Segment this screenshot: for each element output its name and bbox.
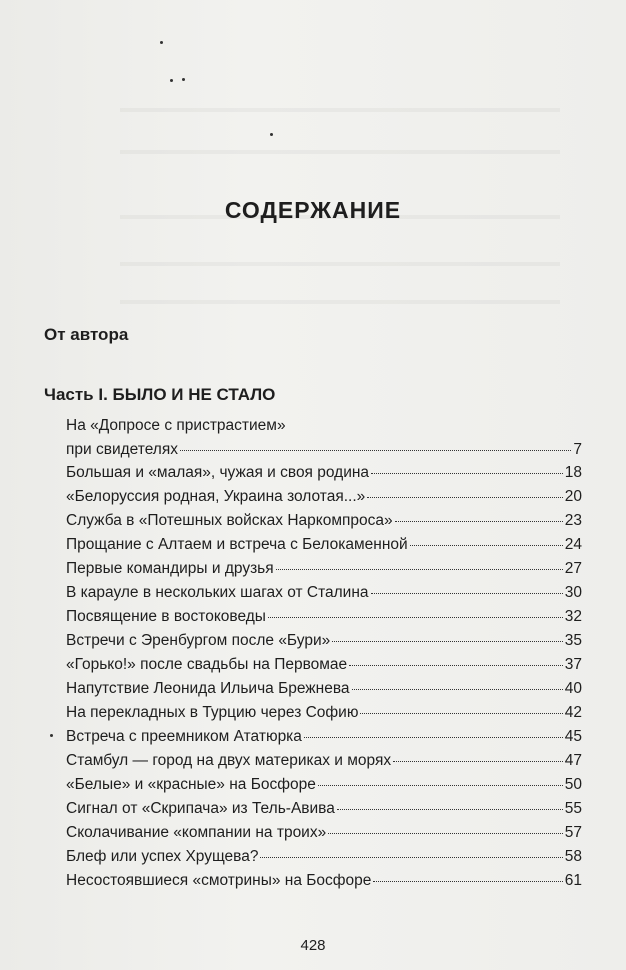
- toc-entry-title: Посвящение в востоковеды: [66, 608, 266, 625]
- toc-entry-title: Напутствие Леонида Ильича Брежнева: [66, 680, 350, 697]
- toc-entry-page: 50: [564, 776, 582, 793]
- page-number: 428: [300, 937, 326, 954]
- toc-entry: [66, 653, 582, 677]
- toc-entry: [66, 677, 582, 701]
- dot-leader: [393, 761, 563, 762]
- toc-entry-page: 37: [564, 656, 582, 673]
- toc-entry-page: 30: [564, 584, 582, 601]
- toc-entry-page: 58: [564, 848, 582, 865]
- dot-leader: [304, 737, 563, 738]
- dot-leader: [337, 809, 563, 810]
- toc-entries: [66, 461, 582, 893]
- toc-entry: [66, 533, 582, 557]
- toc-entry-title: Служба в «Потешных войсках Наркомпроса»: [66, 512, 393, 529]
- toc-entry-title: Несостоявшиеся «смотрины» на Босфоре: [66, 872, 372, 889]
- toc-entry-title: «Белые» и «красные» на Босфоре: [66, 776, 316, 793]
- toc-entry: [66, 509, 582, 533]
- dot-leader: [268, 617, 563, 618]
- toc-entry: [66, 629, 582, 653]
- toc-entry-title: Встречи с Эренбургом после «Бури»: [66, 632, 331, 649]
- toc-entry-page: 7: [573, 441, 582, 458]
- toc-entry-title: Сколачивание «компании на троих»: [66, 824, 327, 841]
- toc-entry: [66, 869, 582, 893]
- toc-entry-title: На перекладных в Турцию через Софию: [66, 704, 359, 721]
- dot-leader: [260, 857, 562, 858]
- toc-entry-page: 18: [564, 464, 582, 481]
- toc-entry-title: На «Допросе с пристрастием»: [66, 417, 286, 434]
- toc-entry: [66, 821, 582, 845]
- dot-leader: [367, 497, 562, 498]
- dot-leader: [410, 545, 563, 546]
- toc-entry-first-line: [66, 414, 582, 438]
- toc-entry-page: 42: [564, 704, 582, 721]
- dot-leader: [318, 785, 563, 786]
- toc-entry: [66, 845, 582, 869]
- bleed-through-line: [120, 300, 560, 304]
- toc-entry-title: «Горько!» после свадьбы на Первомае: [66, 656, 348, 673]
- toc-entry-page: 40: [564, 680, 582, 697]
- dot-leader: [276, 569, 563, 570]
- toc-entry: [66, 438, 582, 461]
- toc-entry-title: Прощание с Алтаем и встреча с Белокаменной: [66, 536, 408, 553]
- bleed-through-line: [120, 108, 560, 112]
- dot-leader: [371, 473, 563, 474]
- toc-entry-title: Сигнал от «Скрипача» из Тель-Авива: [66, 800, 335, 817]
- toc-entry-page: 32: [564, 608, 582, 625]
- toc-entry-page: 61: [564, 872, 582, 889]
- toc-entry-page: 24: [564, 536, 582, 553]
- toc-entry: [66, 605, 582, 629]
- toc-entry-title: «Белоруссия родная, Украина золотая...»: [66, 488, 366, 505]
- dot-leader: [371, 593, 563, 594]
- part-heading: Часть I. БЫЛО И НЕ СТАЛО: [44, 385, 276, 404]
- toc-entry: [66, 581, 582, 605]
- dot-leader: [180, 450, 571, 451]
- toc-entry-page: 27: [564, 560, 582, 577]
- toc-entry-page: 55: [564, 800, 582, 817]
- toc-entry: [66, 797, 582, 821]
- toc-entry-title: Стамбул — город на двух материках и морях: [66, 752, 392, 769]
- bleed-through-line: [120, 150, 560, 154]
- toc-entry: [66, 773, 582, 797]
- dot-leader: [332, 641, 563, 642]
- page-title: СОДЕРЖАНИЕ: [224, 197, 402, 223]
- toc-entry-page: 47: [564, 752, 582, 769]
- toc-entry-title: Большая и «малая», чужая и своя родина: [66, 464, 370, 481]
- toc-entry-page: 45: [564, 728, 582, 745]
- dot-leader: [352, 689, 563, 690]
- toc-entry-page: 35: [564, 632, 582, 649]
- author-section-heading: От автора: [44, 325, 129, 344]
- toc-entry-title: Блеф или успех Хрущева?: [66, 848, 259, 865]
- toc-entry: [66, 461, 582, 485]
- toc-entry: [66, 485, 582, 509]
- toc-entry: [66, 701, 582, 725]
- toc-entry-page: 23: [564, 512, 582, 529]
- toc-entry-page: 20: [564, 488, 582, 505]
- toc-entry-title: при свидетелях: [66, 441, 178, 458]
- dot-leader: [349, 665, 563, 666]
- dot-leader: [360, 713, 562, 714]
- toc-entry-title: В карауле в нескольких шагах от Сталина: [66, 584, 369, 601]
- table-of-contents: [66, 414, 582, 893]
- dot-leader: [373, 881, 562, 882]
- dot-leader: [395, 521, 563, 522]
- toc-entry: [66, 749, 582, 773]
- toc-entry-page: 57: [564, 824, 582, 841]
- toc-entry: [66, 725, 582, 749]
- toc-entry: [66, 557, 582, 581]
- toc-entry-title: Встреча с преемником Ататюрка: [66, 728, 302, 745]
- dot-leader: [328, 833, 563, 834]
- toc-entry-title: Первые командиры и друзья: [66, 560, 274, 577]
- bleed-through-line: [120, 262, 560, 266]
